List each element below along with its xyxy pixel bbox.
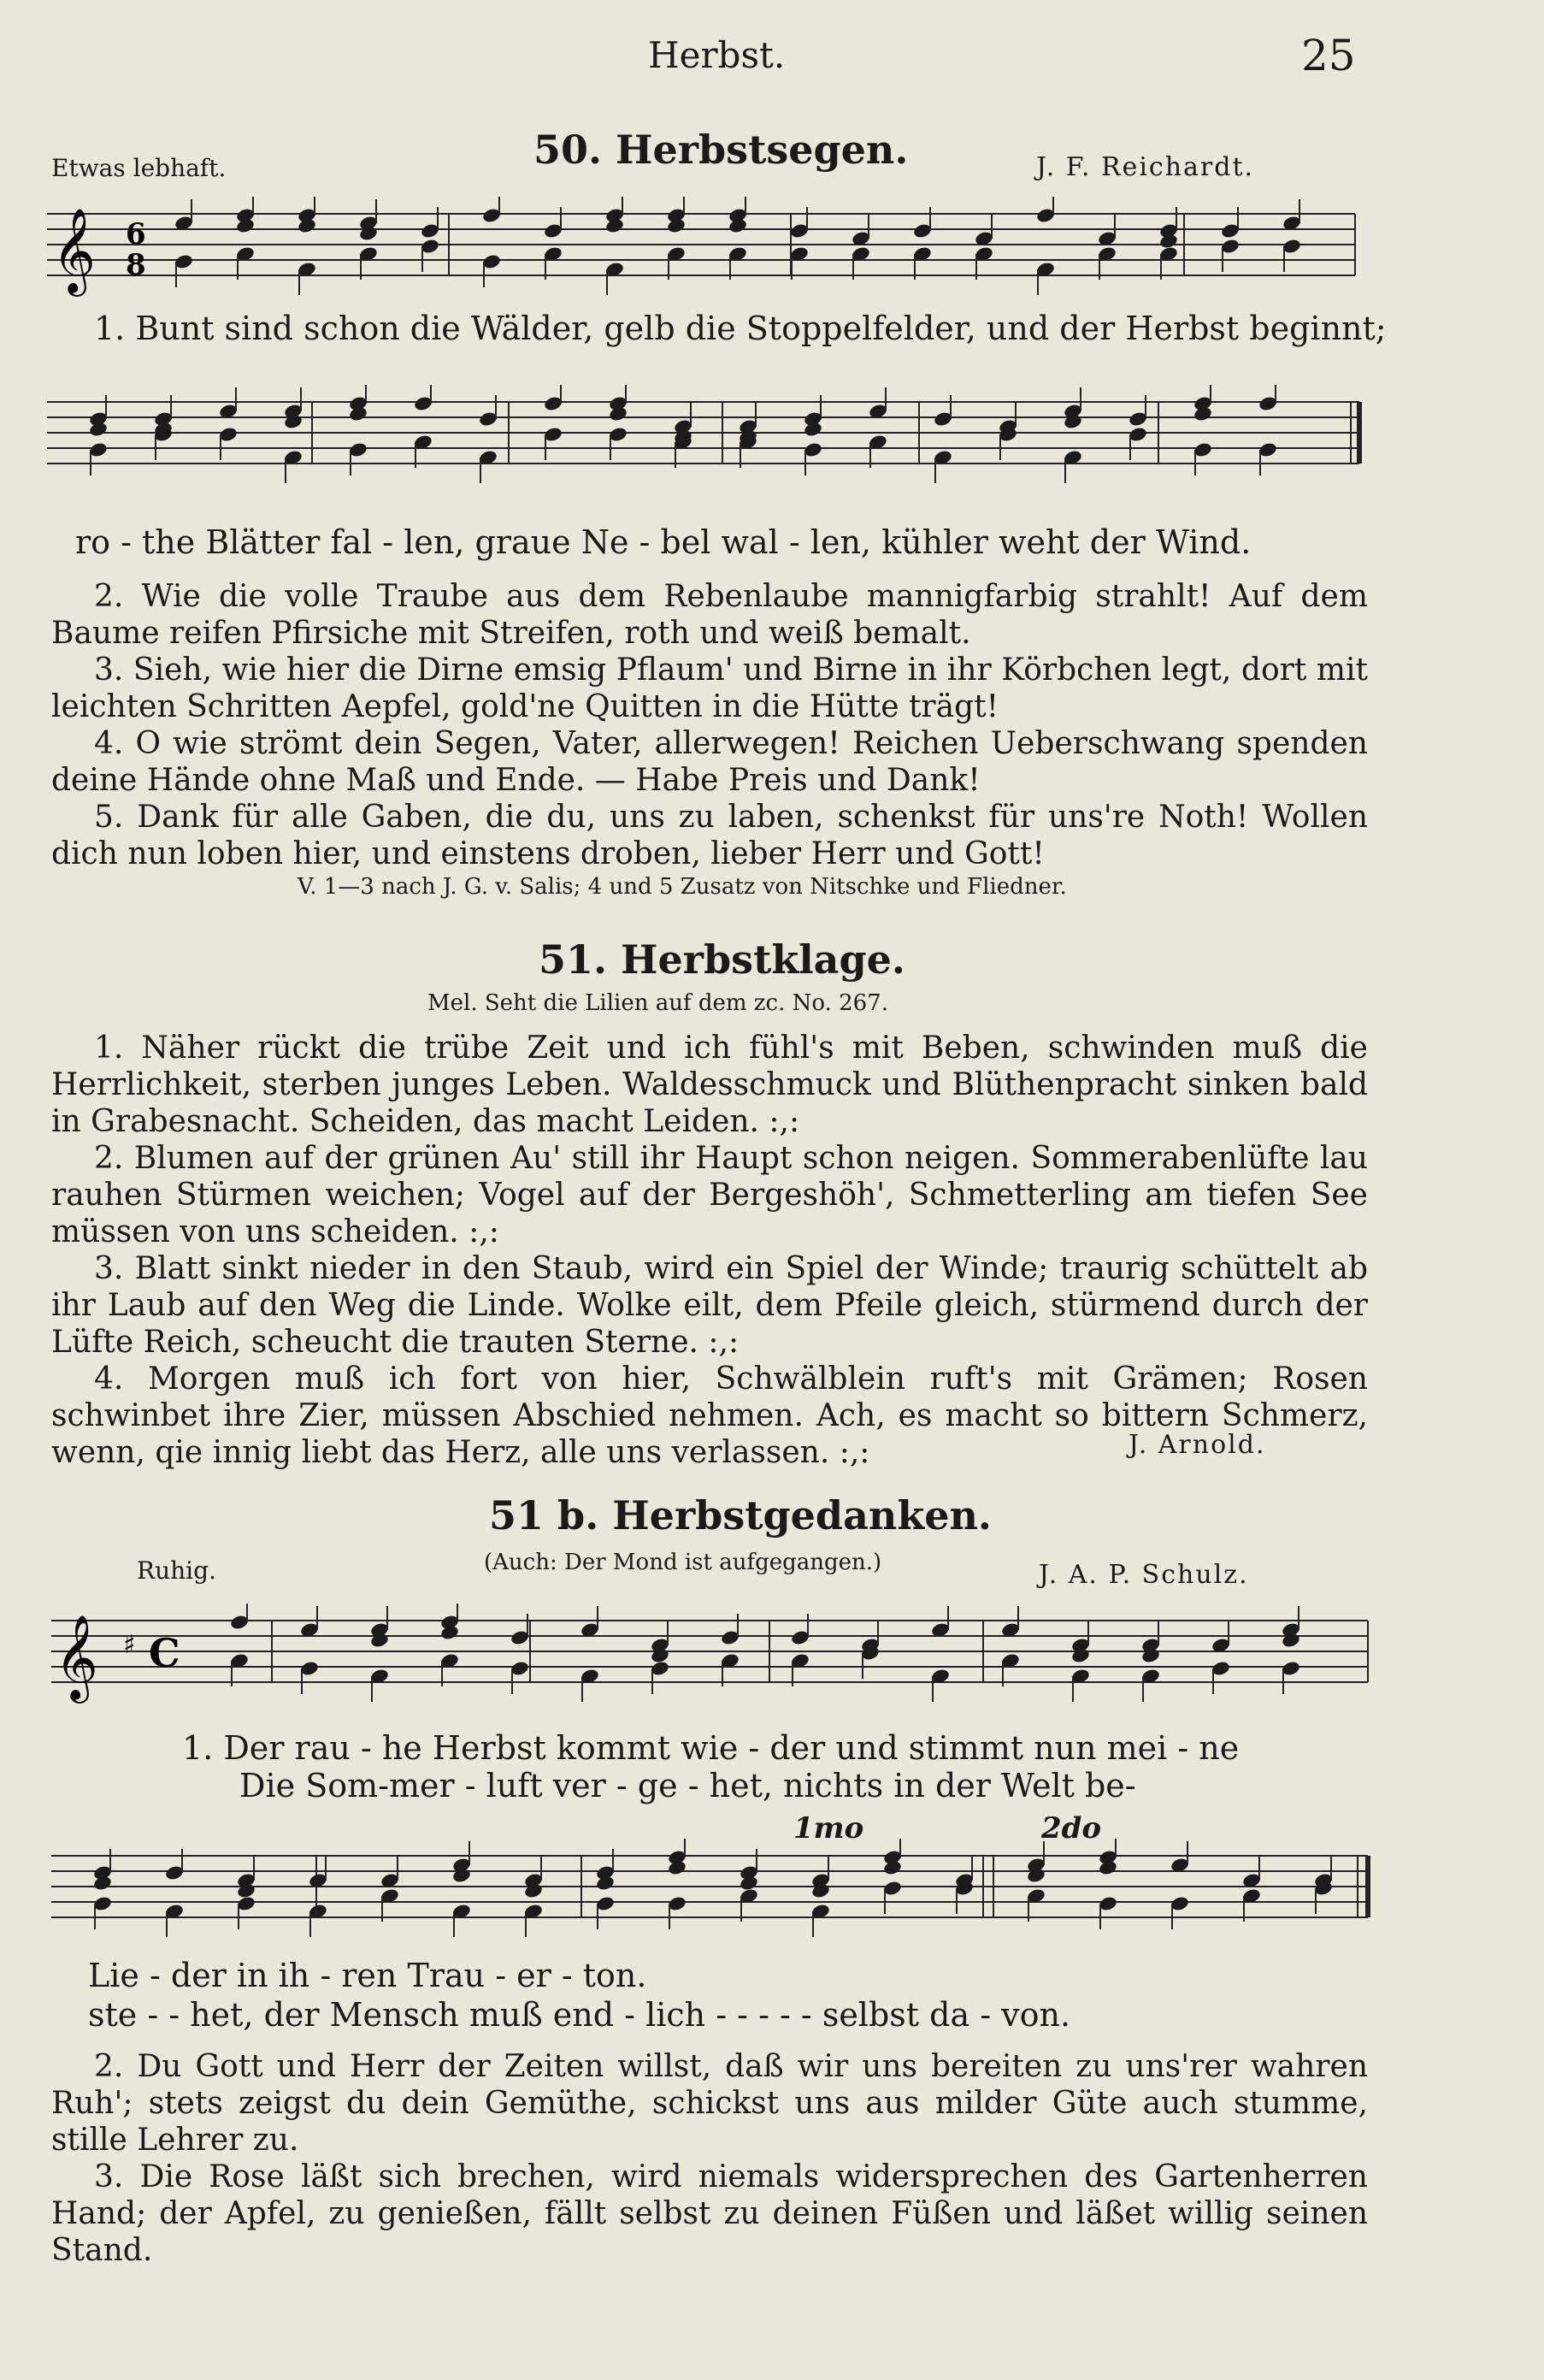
song-51b-lyric-a2: Lie - der in ih - ren Trau - er - ton. — [88, 1957, 647, 1994]
song-51b-verse-3: 3. Die Rose läßt sich brechen, wird niemals widersprechen des Gartenherren Hand; der Apfel, zu genießen, fällt selbst zu deinen Füßen und läßet willig seinen Stand. — [51, 2159, 1368, 2268]
svg-text:6: 6 — [126, 217, 146, 251]
song-51b-tempo: Ruhig. — [137, 1556, 216, 1585]
song-51-verse-2: 2. Blumen auf der grünen Au' still ihr Haupt schon neigen. Sommerabenlüfte lau rauhen Stürmen weichen; Vogel auf der Bergeshöh', Schmetterling am tiefen See müssen von uns scheiden. :,: — [51, 1141, 1368, 1249]
song-51b-staff-2 — [51, 1839, 1372, 1967]
song-51b-verse-2: 2. Du Gott und Herr der Zeiten willst, daß wir uns bereiten zu uns'rer wahren Ruh'; stets zeigst du dein Gemüthe, schickst uns aus milder Güte auch stumme, stille Lehrer zu. — [51, 2049, 1368, 2158]
song-50-verse-4: 4. O wie strömt dein Segen, Vater, allerwegen! Reichen Ueberschwang spenden deine Hände ohne Maß und Ende. — Habe Preis und Dank! — [51, 726, 1368, 798]
song-51-melody-note: Mel. Seht die Lilien auf dem zc. No. 267. — [427, 990, 888, 1016]
page-number: 25 — [1301, 31, 1356, 80]
svg-text:𝄞: 𝄞 — [55, 1615, 98, 1700]
running-title: Herbst. — [648, 34, 786, 76]
song-50-lyric-line-2: ro - the Blätter fal - len, graue Ne - bel wal - len, kühler weht der Wind. — [75, 523, 1252, 561]
song-50-staff-1 — [47, 197, 1368, 299]
svg-text:𝄞: 𝄞 — [52, 208, 96, 293]
song-50-verse-2: 2. Wie die volle Traube aus dem Rebenlaube mannigfarbig strahlt! Auf dem Baume reifen Pfirsiche mit Streifen, roth und weiß bemalt. — [51, 579, 1368, 651]
song-50-staff-2 — [47, 385, 1368, 513]
song-51b-composer: J. A. P. Schulz. — [1039, 1560, 1249, 1590]
song-51b-lyric-b1: Die Som-mer - luft ver - ge - het, nichts in der Welt be- — [239, 1767, 1136, 1804]
song-51-verse-1: 1. Näher rückt die trübe Zeit und ich fühl's mit Beben, schwinden muß die Herrlichkeit, sterben junges Leben. Waldesschmuck und Blüthenpracht sinken bald in Grabesnacht. Scheiden, das macht Leiden. :,: — [51, 1031, 1368, 1139]
song-51-verse-4: 4. Morgen muß ich fort von hier, Schwälblein ruft's mit Grämen; Rosen schwinbet ihre Zier, müssen Abschied nehmen. Ach, es macht so bittern Schmerz, wenn, qie innig liebt das Herz, alle uns verlassen. :,: — [51, 1361, 1368, 1470]
song-51-verses — [51, 1030, 1368, 1471]
song-51b-lyric-b2: ste - - het, der Mensch muß end - lich - - - - - selbst da - von. — [88, 1996, 1071, 2034]
svg-text:♯: ♯ — [123, 1630, 136, 1660]
song-51-title: 51. Herbstklage. — [539, 936, 905, 983]
song-51-verse-3: 3. Blatt sinkt nieder in den Staub, wird ein Spiel der Winde; traurig schüttelt ab ihr Laub auf den Weg die Linde. Wolke eilt, dem Pfeile gleich, stürmend durch der Lüfte Reich, scheucht die trauten Sterne. :,: — [51, 1251, 1368, 1360]
song-50-verse-3: 3. Sieh, wie hier die Dirne emsig Pflaum' und Birne in ihr Körbchen legt, dort mit leichten Schritten Aepfel, gold'ne Quitten in die Hütte trägt! — [51, 653, 1368, 724]
svg-text:C: C — [149, 1630, 180, 1676]
song-50-lyric-line-1: 1. Bunt sind schon die Wälder, gelb die Stoppelfelder, und der Herbst beginnt; — [94, 310, 1387, 347]
song-50-source-note: V. 1—3 nach J. G. v. Salis; 4 und 5 Zusatz von Nitschke und Fliedner. — [298, 874, 1067, 900]
volta-2do: 2do — [1041, 1811, 1102, 1846]
svg-text:8: 8 — [126, 248, 146, 282]
song-51b-verses — [51, 2048, 1368, 2269]
song-51b-title: 51 b. Herbstgedanken. — [489, 1492, 992, 1538]
song-50-verses — [51, 578, 1368, 872]
volta-1mo: 1mo — [793, 1811, 864, 1846]
song-50-tempo: Etwas lebhaft. — [51, 154, 227, 182]
song-51b-alt-melody: (Auch: Der Mond ist aufgegangen.) — [484, 1550, 882, 1575]
song-51b-lyric-a1: 1. Der rau - he Herbst kommt wie - der und stimmt nun mei - ne — [182, 1729, 1240, 1767]
song-51-author: J. Arnold. — [1129, 1430, 1266, 1460]
song-51b-staff-1 — [51, 1603, 1372, 1732]
song-50-composer: J. F. Reichardt. — [1036, 152, 1255, 182]
song-50-verse-5: 5. Dank für alle Gaben, die du, uns zu laben, schenkst für uns're Noth! Wollen dich nun loben hier, und einstens droben, lieber Herr und Gott! — [51, 800, 1368, 871]
song-50-title: 50. Herbstsegen. — [533, 127, 909, 173]
